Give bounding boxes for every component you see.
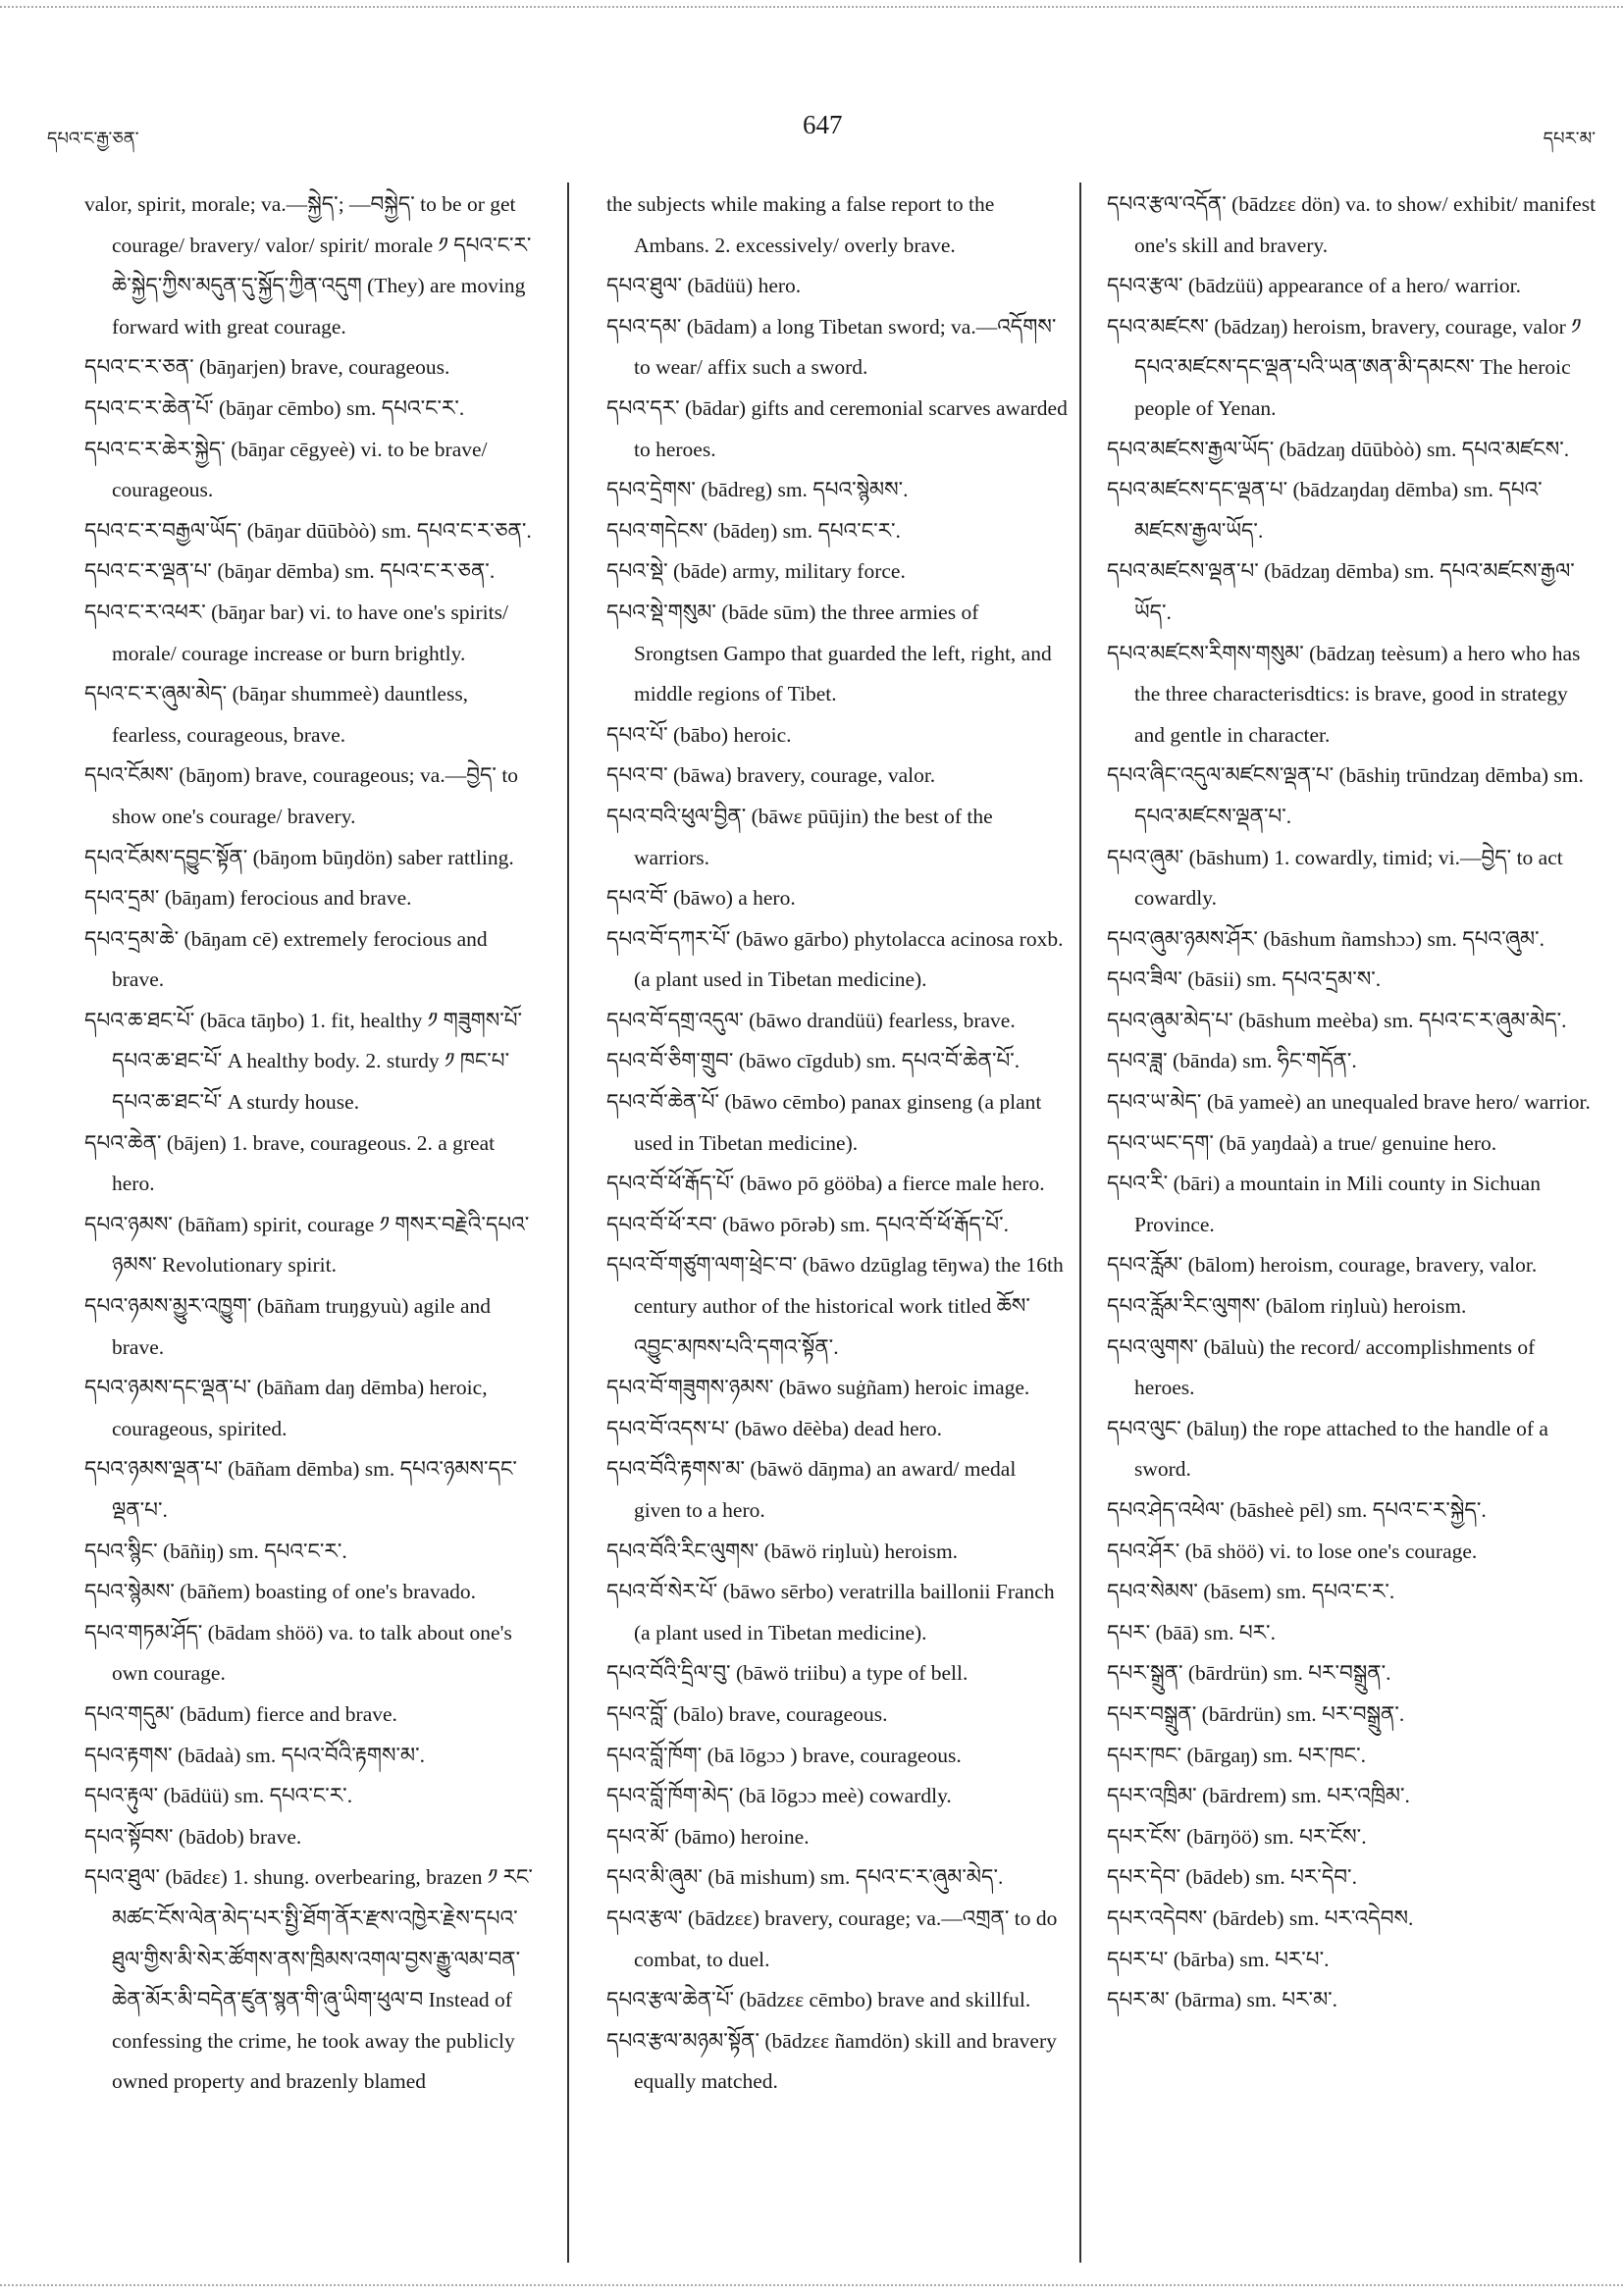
scan-top-edge [0, 6, 1623, 8]
dictionary-entry: དཔའ་མི་ཞུམ་ (bā mishum) sm. དཔའ་ང་ར་ཞུམ་མེད་. [606, 1865, 1004, 1890]
dictionary-entry: དཔའ་བློ་ (bālo) brave, courageous. [606, 1701, 888, 1726]
dictionary-entry: དཔའ་དྲམ་ཆེ་ (bāŋam cē) extremely ferocious and brave. [84, 926, 488, 992]
dictionary-entry: དཔའ་ང་ར་འཕར་ (bāŋar bar) vi. to have one's spirits/ morale/ courage increase or burn brightly. [84, 600, 508, 665]
dictionary-entry: དཔའ་མཛངས་ (bādzaŋ) heroism, bravery, courage, valor ༡ དཔའ་མཛངས་དང་ལྡན་པའི་ཡན་ཨན་མི་དམངས་ The heroic people of Yenan. [1107, 314, 1582, 420]
dictionary-entry: དཔའ་ཐུལ་ (bādüü) hero. [606, 274, 802, 298]
dictionary-entry: དཔའ་སྟོབས་ (bādob) brave. [84, 1824, 302, 1849]
dictionary-entry: དཔའ་རི་ (bāri) a mountain in Mili county in Sichuan Province. [1107, 1172, 1541, 1236]
dictionary-entry: དཔའ་ཞུམ་ (bāshum) 1. cowardly, timid; vi.—བྱེད་ to act cowardly. [1107, 845, 1563, 911]
dictionary-entry: དཔའ་ཟླ་ (bānda) sm. ཧིང་གདོན་. [1107, 1049, 1357, 1073]
dictionary-entry: དཔའ་ཉམས་ (bāñam) spirit, courage ༡ གསར་བརྗེའི་དཔའ་ཉམས་ Revolutionary spirit. [84, 1212, 530, 1278]
dictionary-entry: དཔའ་རྩལ་མཉམ་སྟོན་ (bādzεε ñamdön) skill and bravery equally matched. [606, 2028, 1057, 2094]
dictionary-entry: དཔའ་སྙིང་ (bāñiŋ) sm. དཔའ་ང་ར་. [84, 1539, 347, 1563]
page-number: 647 [803, 110, 843, 139]
dictionary-entry: དཔའ་སྙེམས་ (bāñem) boasting of one's bravado. [84, 1580, 477, 1604]
dictionary-entry: དཔའ་རྟུལ་ (bādüü) sm. དཔའ་ང་ར་. [84, 1784, 353, 1808]
dictionary-entry: དཔའ་གདེངས་ (bādeŋ) sm. དཔའ་ང་ར་. [606, 518, 901, 543]
dictionary-entry: དཔའ་ཤོར་ (bā shöö) vi. to lose one's courage. [1107, 1539, 1478, 1563]
dictionary-entry: དཔའ་ཆེན་ (bājen) 1. brave, courageous. 2. a great hero. [84, 1130, 496, 1196]
dictionary-entry: དཔའ་རྩལ་ཆེན་པོ་ (bādzεε cēmbo) brave and skillful. [606, 1988, 1031, 2012]
dictionary-entry: དཔའ་ངོམས་དབྱུང་སྟོན་ (bāŋom būŋdön) saber rattling. [84, 845, 514, 869]
dictionary-entry: དཔའ་ཐུལ་ (bādεε) 1. shung. overbearing, brazen ༡ རང་མཚང་ངོས་ལེན་མེད་པར་སྤྱི་ཐོག་ནོར་རྫས་འཁྱེར་རྗེས་དཔའ་ཐུལ་གྱིས་མི་སེར་ཚོགས་ནས་ཁྲིམས་འགལ་བྱས་རྒྱུ་ལམ་བན་ཆེན་མོར་མི་བདེན་ཛུན་སྙན་གི་ཞུ་ཡིག་ཕུལ་བ Instead of confessing the crime, he took away the publicly owned property and brazenly blamed [84, 1865, 533, 2094]
dictionary-entry: དཔའ་དྲེགས་ (bādreg) sm. དཔའ་སྙེམས་. [606, 478, 909, 502]
dictionary-entry: དཔའ་བོ་ཅིག་གྲུབ་ (bāwo cīgdub) sm. དཔའ་བོ་ཆེན་པོ་. [606, 1049, 1021, 1073]
dictionary-entry: དཔའ་རྩལ་ (bādzüü) appearance of a hero/ warrior. [1107, 274, 1521, 298]
column-divider-left [567, 183, 569, 2263]
dictionary-entry: དཔར་དེབ་ (bādeb) sm. པར་དེབ་. [1107, 1865, 1357, 1890]
dictionary-entry: དཔའ་ཉམས་དང་ལྡན་པ་ (bāñam daŋ dēmba) heroic, courageous, spirited. [84, 1376, 488, 1440]
dictionary-entry: དཔའ་བོའི་རིང་ལུགས་ (bāwö riŋluù) heroism. [606, 1539, 959, 1563]
column-divider-right [1079, 183, 1081, 2263]
dictionary-entry: དཔར་ངོས་ (bārŋöö) sm. པར་ངོས་. [1107, 1824, 1367, 1849]
dictionary-entry: དཔའ་ང་ར་ཆེར་སྐྱེད་ (bāŋar cēgyeè) vi. to be brave/ courageous. [84, 437, 488, 502]
dictionary-entry: དཔའ་ཞུམ་མེད་པ་ (bāshum meèba) sm. དཔའ་ང་ར་ཞུམ་མེད་. [1107, 1008, 1567, 1032]
dictionary-entry: དཔའ་ང་ར་ལྡན་པ་ (bāŋar dēmba) sm. དཔའ་ང་ར་ཅན་. [84, 559, 496, 584]
dictionary-entry: དཔའ་དམ་ (bādam) a long Tibetan sword; va.—འདོགས་ to wear/ affix such a sword. [606, 314, 1057, 380]
dictionary-entry: དཔར་པ་ (bārba) sm. པར་པ་. [1107, 1947, 1330, 1971]
dictionary-entry: the subjects while making a false report to the Ambans. 2. excessively/ overly brave. [606, 192, 995, 257]
dictionary-entry: དཔའ་བོ་ཆེན་པོ་ (bāwo cēmbo) panax ginseng (a plant used in Tibetan medicine). [606, 1090, 1042, 1155]
dictionary-entry: དཔའ་སེམས་ (bāsem) sm. དཔའ་ང་ར་. [1107, 1580, 1395, 1604]
dictionary-entry: དཔའ་མོ་ (bāmo) heroine. [606, 1824, 810, 1849]
dictionary-entry: དཔའ་རློམ་རིང་ལུགས་ (bālom riŋluù) heroism. [1107, 1294, 1467, 1319]
dictionary-entry: དཔར་འདེབས་ (bārdeb) sm. པར་འདེབས. [1107, 1905, 1414, 1930]
dictionary-entry: དཔའ་རྩལ་ (bādzεε) bravery, courage; va.—འགྲན་ to do combat, to duel. [606, 1905, 1058, 1971]
dictionary-entry: དཔའ་བོའི་དྲིལ་བུ་ (bāwö triibu) a type of bell. [606, 1661, 969, 1686]
dictionary-entry: དཔའ་ང་ར་བརྒྱལ་ཡོད་ (bāŋar dūūbòò) sm. དཔའ་ང་ར་ཅན་. [84, 518, 532, 543]
dictionary-entry: དཔའ་ང་ར་ཅན་ (bāŋarjen) brave, courageous. [84, 355, 450, 380]
dictionary-entry: དཔའ་ཉམས་ལྡན་པ་ (bāñam dēmba) sm. དཔའ་ཉམས་དང་ལྡན་པ་. [84, 1457, 517, 1522]
dictionary-entry: དཔའ་བ་ (bāwa) bravery, courage, valor. [606, 763, 936, 788]
dictionary-entry: དཔའ་ལུང་ (bāluŋ) the rope attached to the handle of a sword. [1107, 1416, 1548, 1482]
dictionary-entry: དཔའ་མཛངས་རིགས་གསུམ་ (bādzaŋ teèsum) a hero who has the three characterisdtics: is brave, good in strategy and gentle in character. [1107, 641, 1581, 747]
dictionary-entry: དཔར་སྒྲུན་ (bārdrün) sm. པར་བསྒྲུན་. [1107, 1661, 1391, 1686]
dictionary-entry: དཔའ་སྡེ་གསུམ་ (bāde sūm) the three armies of Srongtsen Gampo that guarded the left, right, and middle regions of Tibet. [606, 600, 1052, 706]
dictionary-entry: དཔའ་གདུམ་ (bādum) fierce and brave. [84, 1701, 397, 1726]
dictionary-entry: དཔའ་པོ་ (bābo) heroic. [606, 722, 792, 747]
dictionary-entry: དཔར་འཁྲིམ་ (bārdrem) sm. པར་འཁྲིམ་. [1107, 1784, 1410, 1808]
dictionary-entry: དཔའ་མཛངས་ལྡན་པ་ (bādzaŋ dēmba) sm. དཔའ་མཛངས་རྒྱལ་ཡོད་. [1107, 559, 1575, 624]
dictionary-entry: དཔའ་བོ་འདས་པ་ (bāwo dēèba) dead hero. [606, 1416, 942, 1440]
dictionary-entry: དཔའ་ཉམས་མྱུར་འཁྱུག་ (bāñam truŋgyuù) agile and brave. [84, 1294, 491, 1359]
dictionary-entry: དཔའ་བློ་ཁོག་ (bā lōgɔɔ ) brave, courageous. [606, 1743, 962, 1767]
dictionary-entry: དཔའ་རྩལ་འདོན་ (bādzεε dön) va. to show/ exhibit/ manifest one's skill and bravery. [1107, 192, 1597, 257]
dictionary-entry: དཔའ་ང་ར་ཞུམ་མེད་ (bāŋar shummeè) dauntless, fearless, courageous, brave. [84, 682, 469, 747]
dictionary-entry: valor, spirit, morale; va.—སྐྱེད་; —བསྐྱེད་ to be or get courage/ bravery/ valor/ spirit/ morale ༡ དཔའ་ང་ར་ཆེ་སྐྱེད་ཀྱིས་མདུན་དུ་སྐྱོད་ཀྱིན་འདུག (They) are moving forward with great courage. [84, 192, 532, 339]
dictionary-entry: དཔའ་སྡེ་ (bāde) army, military force. [606, 559, 906, 584]
dictionary-entry: དཔའ་ཡ་མེད་ (bā yameè) an unequaled brave hero/ warrior. [1107, 1090, 1591, 1115]
dictionary-entry: དཔའ་བོ་གཟུགས་ཉམས་ (bāwo suġñam) heroic image. [606, 1376, 1030, 1400]
dictionary-entry: དཔའ་བོ་དཀར་པོ་ (bāwo gārbo) phytolacca acinosa roxb. (a plant used in Tibetan medicine). [606, 926, 1064, 992]
dictionary-entry: དཔའ་བོ་སེར་པོ་ (bāwo sērbo) veratrilla baillonii Franch (a plant used in Tibetan medicine). [606, 1580, 1055, 1644]
dictionary-column-3 [1107, 184, 1597, 2021]
dictionary-entry: དཔའ་བོ་ཕོ་རྒོད་པོ་ (bāwo pō gööba) a fierce male hero. [606, 1172, 1045, 1196]
dictionary-entry: དཔའ་ཤེད་འཕེལ་ (bāsheè pēl) sm. དཔའ་ང་ར་སྐྱེད་. [1107, 1498, 1487, 1522]
dictionary-entry: དཔའ་རློམ་ (bālom) heroism, courage, bravery, valor. [1107, 1253, 1538, 1278]
dictionary-entry: དཔར་བསྒྲུན་ (bārdrün) sm. པར་བསྒྲུན་. [1107, 1701, 1405, 1726]
header-guide-word-right: དཔར་མ་ [1543, 129, 1596, 149]
dictionary-entry: དཔར་མ་ (bārma) sm. པར་མ་. [1107, 1988, 1338, 2012]
dictionary-entry: དཔའ་ཆ་ཐང་པོ་ (bāca tāŋbo) 1. fit, healthy ༡ གཟུགས་པོ་དཔའ་ཆ་ཐང་པོ་ A healthy body. 2. sturdy ༡ ཁང་པ་དཔའ་ཆ་ཐང་པོ་ A sturdy house. [84, 1008, 523, 1115]
dictionary-entry: དཔར་ (bāā) sm. པར་. [1107, 1620, 1276, 1644]
dictionary-entry: དཔའ་བོ་དགྲ་འདུལ་ (bāwo drandüü) fearless, brave. [606, 1008, 1016, 1032]
dictionary-entry: དཔར་ཁང་ (bārgaŋ) sm. པར་ཁང་. [1107, 1743, 1367, 1767]
dictionary-entry: དཔའ་གཏམ་ཤོད་ (bādam shöö) va. to talk about one's own courage. [84, 1620, 512, 1686]
dictionary-entry: དཔའ་བོའི་རྟགས་མ་ (bāwö dāŋma) an award/ medal given to a hero. [606, 1457, 1017, 1522]
dictionary-entry: དཔའ་ལུགས་ (bāluù) the record/ accomplishments of heroes. [1107, 1334, 1536, 1400]
dictionary-entry: དཔའ་ཞིང་འདུལ་མཛངས་ལྡན་པ་ (bāshiŋ trūndzaŋ dēmba) sm. དཔའ་མཛངས་ལྡན་པ་. [1107, 763, 1584, 828]
dictionary-entry: དཔའ་བོ་ (bāwo) a hero. [606, 886, 796, 911]
dictionary-entry: དཔའ་བའི་ཕུལ་བྱིན་ (bāwε pūūjin) the best of the warriors. [606, 804, 993, 869]
scan-bottom-edge [0, 2284, 1623, 2286]
dictionary-column-2 [606, 184, 1068, 2103]
dictionary-entry: དཔའ་རྟགས་ (bādaà) sm. དཔའ་བོའི་རྟགས་མ་. [84, 1743, 426, 1767]
dictionary-entry: དཔའ་མཛངས་རྒྱལ་ཡོད་ (bādzaŋ dūūbòò) sm. དཔའ་མཛངས་. [1107, 437, 1570, 461]
dictionary-entry: དཔའ་ངོམས་ (bāŋom) brave, courageous; va.—བྱེད་ to show one's courage/ bravery. [84, 763, 519, 828]
dictionary-entry: དཔའ་ཞུམ་ཉམས་ཤོར་ (bāshum ñamshɔɔ) sm. དཔའ་ཞུམ་. [1107, 926, 1544, 951]
dictionary-entry: དཔའ་དྲམ་ (bāŋam) ferocious and brave. [84, 886, 412, 911]
dictionary-entry: དཔའ་ཡང་དག་ (bā yaŋdaà) a true/ genuine hero. [1107, 1130, 1497, 1155]
dictionary-entry: དཔའ་བོ་གཙུག་ལག་ཕྲེང་བ་ (bāwo dzūglag tēŋwa) the 16th century author of the historical work titled ཆོས་འབྱུང་མཁས་པའི་དགའ་སྟོན་. [606, 1253, 1064, 1359]
dictionary-entry: དཔའ་མཛངས་དང་ལྡན་པ་ (bādzaŋdaŋ dēmba) sm. དཔའ་མཛངས་རྒྱལ་ཡོད་. [1107, 478, 1543, 543]
dictionary-entry: དཔའ་ཟིལ་ (bāsii) sm. དཔའ་དྲམ་ས་. [1107, 967, 1382, 992]
header-guide-word-left: དཔའ་ང་རྒྱ་ཅན་ [47, 129, 139, 149]
dictionary-entry: དཔའ་དར་ (bādar) gifts and ceremonial scarves awarded to heroes. [606, 395, 1068, 461]
dictionary-column-1 [84, 184, 541, 2103]
dictionary-entry: དཔའ་ང་ར་ཆེན་པོ་ (bāŋar cēmbo) sm. དཔའ་ང་ར་. [84, 395, 465, 420]
dictionary-entry: དཔའ་བློ་ཁོག་མེད་ (bā lōgɔɔ meè) cowardly. [606, 1784, 952, 1808]
dictionary-entry: དཔའ་བོ་ཕོ་རབ་ (bāwo pōrəb) sm. དཔའ་བོ་ཕོ་རྒོད་པོ་. [606, 1212, 1009, 1236]
